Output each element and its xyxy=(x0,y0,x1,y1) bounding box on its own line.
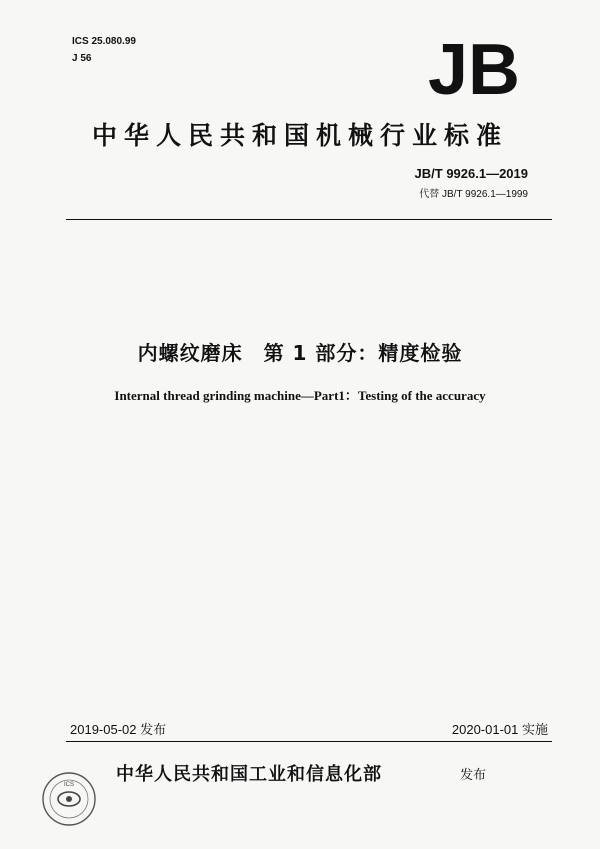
standard-number: JB/T 9926.1—2019 xyxy=(414,166,528,181)
implementation-date: 2020-01-01 实施 xyxy=(451,722,548,737)
classification-code: J 56 xyxy=(72,53,92,64)
ics-code: ICS 25.080.99 xyxy=(72,36,136,47)
jb-logo-text: JB xyxy=(427,38,521,100)
issuing-authority: 中华人民共和国工业和信息化部 xyxy=(116,764,382,785)
top-divider xyxy=(66,219,552,220)
document-title-cn: 内螺纹磨床 第 1 部分：精度检验 xyxy=(137,341,463,365)
replaced-standard: 代替 JB/T 9926.1—1999 xyxy=(419,189,528,200)
standard-category-title: 中华人民共和国机械行业标准 xyxy=(91,121,508,150)
jb-logo xyxy=(418,38,530,100)
document-title-en: Internal thread grinding machine—Part1：Testing of the accuracy xyxy=(114,388,486,403)
bottom-divider xyxy=(66,741,552,742)
issuing-authority-suffix: 发布 xyxy=(460,768,487,783)
issue-date: 2019-05-02 发布 xyxy=(70,722,167,737)
publisher-seal-icon xyxy=(38,768,100,830)
seal-text: ICS xyxy=(63,782,75,788)
